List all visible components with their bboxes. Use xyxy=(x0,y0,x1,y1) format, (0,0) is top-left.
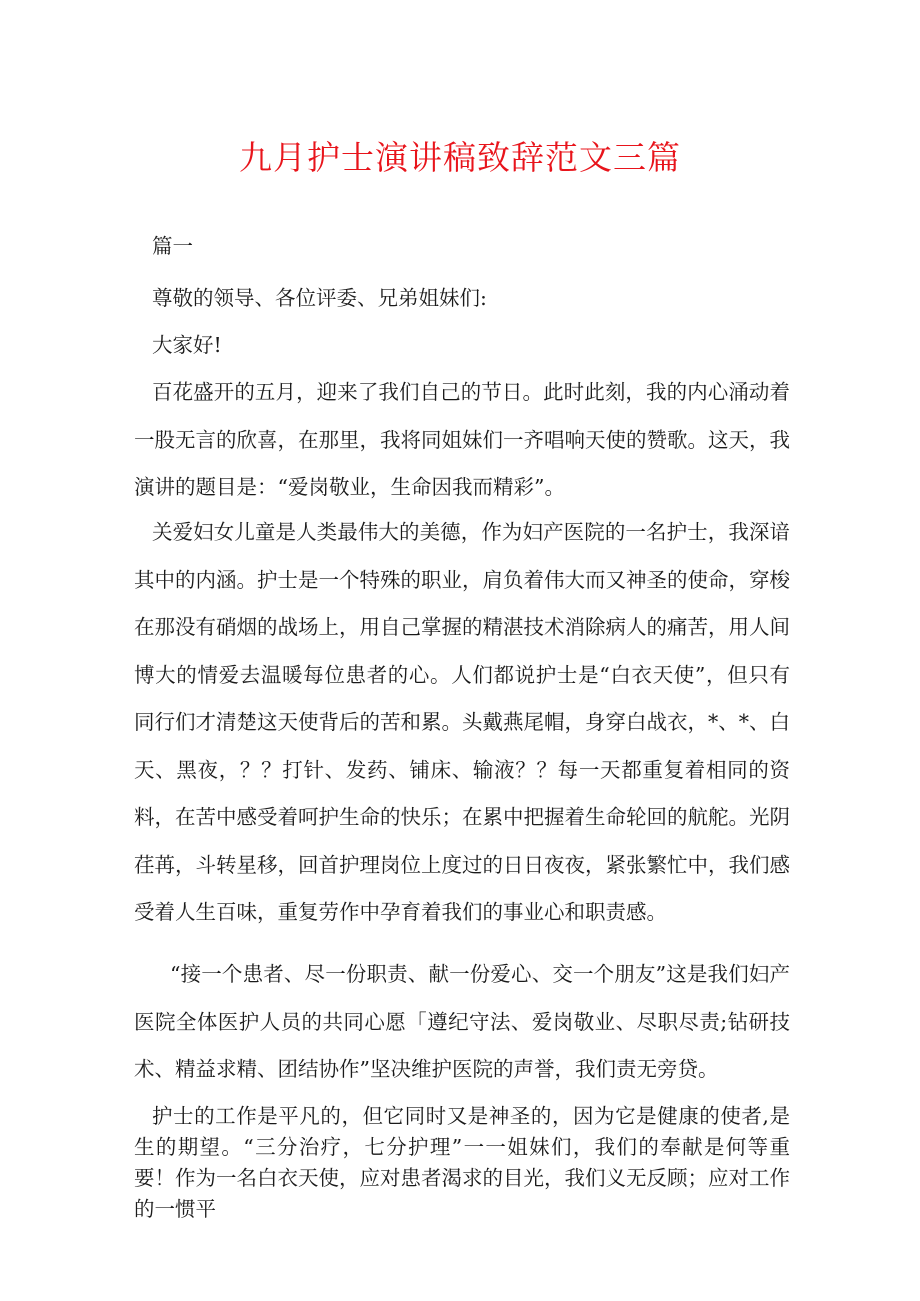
paragraph-4: 护士的工作是平凡的，但它同时又是神圣的，因为它是健康的使者,是生的期望。“三分治疗，七分护理”一一姐妹们，我们的奉献是何等重要！作为一名白衣天使，应对患者渴求的目光，我们义无反顾；应对工作的一惯平 xyxy=(134,1104,790,1221)
paragraph-2: 关爱妇女儿童是人类最伟大的美德，作为妇产医院的一名护士，我深谙其中的内涵。护士是一个特殊的职业，肩负着伟大而又神圣的使命，穿梭在那没有硝烟的战场上，用自己掌握的精湛技术消除病人的痛苦，用人间博大的情爱去温暖每位患者的心。人们都说护士是“白衣天使”，但只有同行们才清楚这天使背后的苦和累。头戴燕尾帽，身穿白战衣，*、*、白天、黑夜，？？打针、发药、铺床、输液？？每一天都重复着相同的资料，在苦中感受着呵护生命的快乐；在累中把握着生命轮回的航舵。光阴荏苒，斗转星移，回首护理岗位上度过的日日夜夜，紧张繁忙中，我们感受着人生百味，重复劳作中孕育着我们的事业心和职责感。 xyxy=(134,520,790,924)
salutation: 尊敬的领导、各位评委、兄弟姐妹们: xyxy=(152,286,487,310)
greeting: 大家好! xyxy=(152,333,222,357)
document-title: 九月护士演讲稿致辞范文三篇 xyxy=(239,138,681,177)
paragraph-3: “接一个患者、尽一份职责、献一份爱心、交一个朋友”这是我们妇产医院全体医护人员的共同心愿「遵纪守法、爱岗敬业、尽职尽责;钻研技术、精益求精、团结协作”坚决维护医院的声誉，我们责无旁贷。 xyxy=(134,962,790,1081)
paragraph-1: 百花盛开的五月，迎来了我们自己的节日。此时此刻，我的内心涌动着一股无言的欣喜，在那里，我将同姐妹们一齐唱响天使的赞歌。这天，我演讲的题目是：“爱岗敬业，生命因我而精彩”。 xyxy=(134,380,790,499)
section-heading: 篇一 xyxy=(152,234,193,258)
